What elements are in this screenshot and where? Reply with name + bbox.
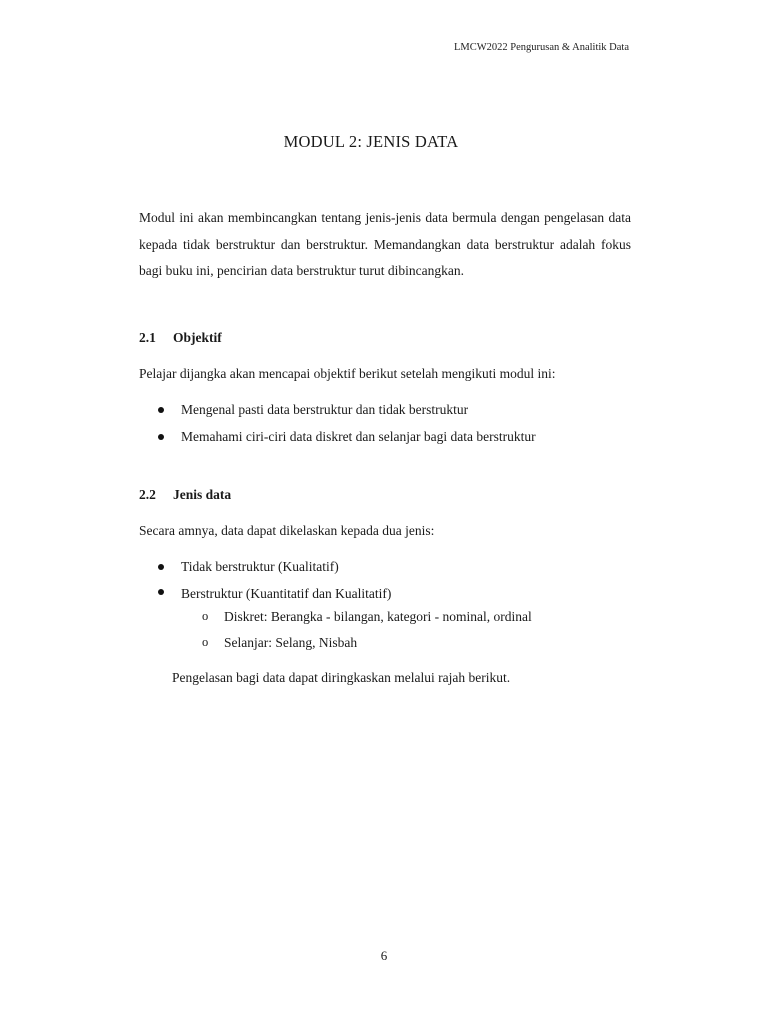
sub-list-item-text: Diskret: Berangka - bilangan, kategori - nominal, ordinal (224, 609, 532, 624)
section-number: 2.1 (139, 330, 156, 345)
closing-sentence: Pengelasan bagi data dapat diringkaskan melalui rajah berikut. (172, 670, 511, 685)
bullet-icon (158, 589, 164, 595)
sub-list-item-text: Selanjar: Selang, Nisbah (224, 635, 358, 650)
intro-paragraph: Modul ini akan membincangkan tentang jenis-jenis data bermula dengan pengelasan data kepada tidak berstruktur dan berstruktur. Memandangkan data berstruktur adalah fokus bagi buku ini, pencirian data berstruktur turut dibincangkan. (139, 210, 631, 278)
bullet-icon (158, 564, 164, 570)
list-item-text: Tidak berstruktur (Kualitatif) (181, 559, 339, 574)
jenis-data-list (158, 559, 391, 602)
circle-bullet-icon: o (202, 635, 209, 649)
sub-list-item (202, 609, 532, 625)
objektif-lead: Pelajar dijangka akan mencapai objektif berikut setelah mengikuti modul ini: (139, 366, 556, 381)
objektif-list (158, 402, 536, 445)
sub-list (202, 609, 532, 651)
page-title: MODUL 2: JENIS DATA (283, 132, 459, 151)
circle-bullet-icon: o (202, 609, 209, 623)
running-header: LMCW2022 Pengurusan & Analitik Data (454, 42, 629, 53)
section-number: 2.2 (139, 487, 156, 502)
section-heading-jenis-data (139, 487, 231, 503)
list-item (158, 559, 391, 575)
jenis-data-lead: Secara amnya, data dapat dikelaskan kepada dua jenis: (139, 523, 435, 538)
section-heading-objektif (139, 330, 222, 346)
bullet-icon (158, 407, 164, 413)
section-title: Jenis data (173, 487, 232, 502)
bullet-icon (158, 434, 164, 440)
list-item (158, 586, 391, 602)
list-item-text: Mengenal pasti data berstruktur dan tidak berstruktur (181, 402, 469, 417)
list-item (158, 402, 536, 418)
list-item (158, 429, 536, 445)
list-item-text: Berstruktur (Kuantitatif dan Kualitatif) (181, 586, 392, 601)
list-item-text: Memahami ciri-ciri data diskret dan selanjar bagi data berstruktur (181, 429, 536, 444)
sub-list-item (202, 635, 532, 651)
section-title: Objektif (173, 330, 222, 345)
page-number: 6 (380, 948, 388, 963)
